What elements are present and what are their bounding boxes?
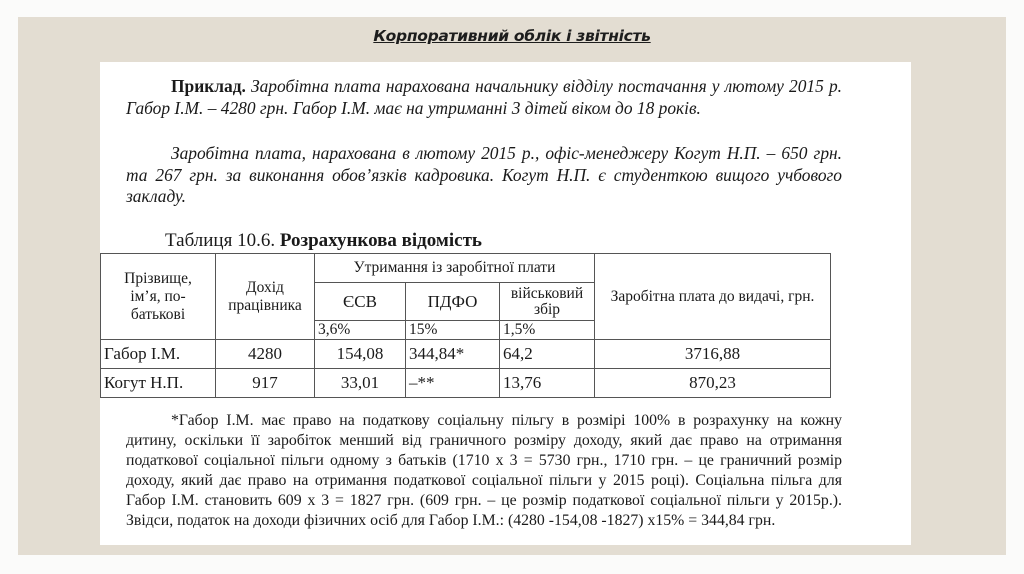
cell-pdfo: –** — [406, 369, 500, 398]
example-paragraph-2 — [126, 143, 842, 208]
header-deductions: Утримання із заробітної плати — [315, 254, 595, 283]
table-caption-title: Розрахункова відомість — [279, 230, 482, 251]
header-pdfo: ПДФО — [406, 283, 500, 321]
example-label: Приклад. — [171, 76, 246, 96]
rate-military: 1,5% — [500, 321, 595, 340]
cell-income: 4280 — [216, 340, 315, 369]
table-row — [101, 369, 831, 398]
table-caption-prefix: Таблиця 10.6. — [165, 230, 276, 251]
header-net-pay: Заробітна плата до видачі, грн. — [595, 254, 831, 340]
header-name: Прізвище, ім’я, по-батькові — [101, 254, 216, 340]
example-text-1: Заробітна плата нарахована начальнику відділу постачання у лютому 2015 р. Габор І.М. – 4280 грн. Габор І.М. має на утриманні 3 дітей віком до 18 років. — [126, 76, 842, 118]
slide-title: Корпоративний облік і звітність — [373, 27, 651, 45]
cell-name: Габор І.М. — [101, 340, 216, 369]
cell-pdfo: 344,84* — [406, 340, 500, 369]
rate-pdfo: 15% — [406, 321, 500, 340]
payroll-table — [100, 253, 831, 398]
cell-net: 3716,88 — [595, 340, 831, 369]
cell-name: Когут Н.П. — [101, 369, 216, 398]
example-text-2: Заробітна плата, нарахована в лютому 2015 р., офіс-менеджеру Когут Н.П. – 650 грн. та 267 грн. за виконання обов’язків кадровика. Когут Н.П. є студенткою вищого учбового закладу. — [126, 143, 842, 206]
header-esv: ЄСВ — [315, 283, 406, 321]
cell-income: 917 — [216, 369, 315, 398]
cell-military: 64,2 — [500, 340, 595, 369]
header-military: військовий збір — [500, 283, 595, 321]
table-caption — [165, 230, 482, 252]
cell-net: 870,23 — [595, 369, 831, 398]
cell-esv: 33,01 — [315, 369, 406, 398]
table-row — [101, 340, 831, 369]
cell-military: 13,76 — [500, 369, 595, 398]
footnote: *Габор І.М. має право на податкову соціальну пільгу в розмірі 100% в розрахунку на кожну дитину, оскільки її заробіток менший від граничного розміру доходу, який дає право на отримання податкової соціальної пільги одному з батьків (1710 х 3 = 5730 грн., 1710 грн. – це граничний розмір доходу, який дає право на отримання податкової соціальної пільги у 2015 році). Соціальна пільга для Габор І.М. становить 609 х 3 = 1827 грн. (609 грн. – це розмір податкової соціальної пільги у 2015р.). Звідси, податок на доходи фізичних осіб для Габор І.М.: (4280 -154,08 -1827) х15% = 344,84 грн. — [126, 412, 842, 529]
document-image — [100, 62, 911, 545]
rate-esv: 3,6% — [315, 321, 406, 340]
cell-esv: 154,08 — [315, 340, 406, 369]
example-paragraph-1 — [126, 76, 842, 119]
header-income: Дохід працівника — [216, 254, 315, 340]
slide — [18, 17, 1006, 555]
